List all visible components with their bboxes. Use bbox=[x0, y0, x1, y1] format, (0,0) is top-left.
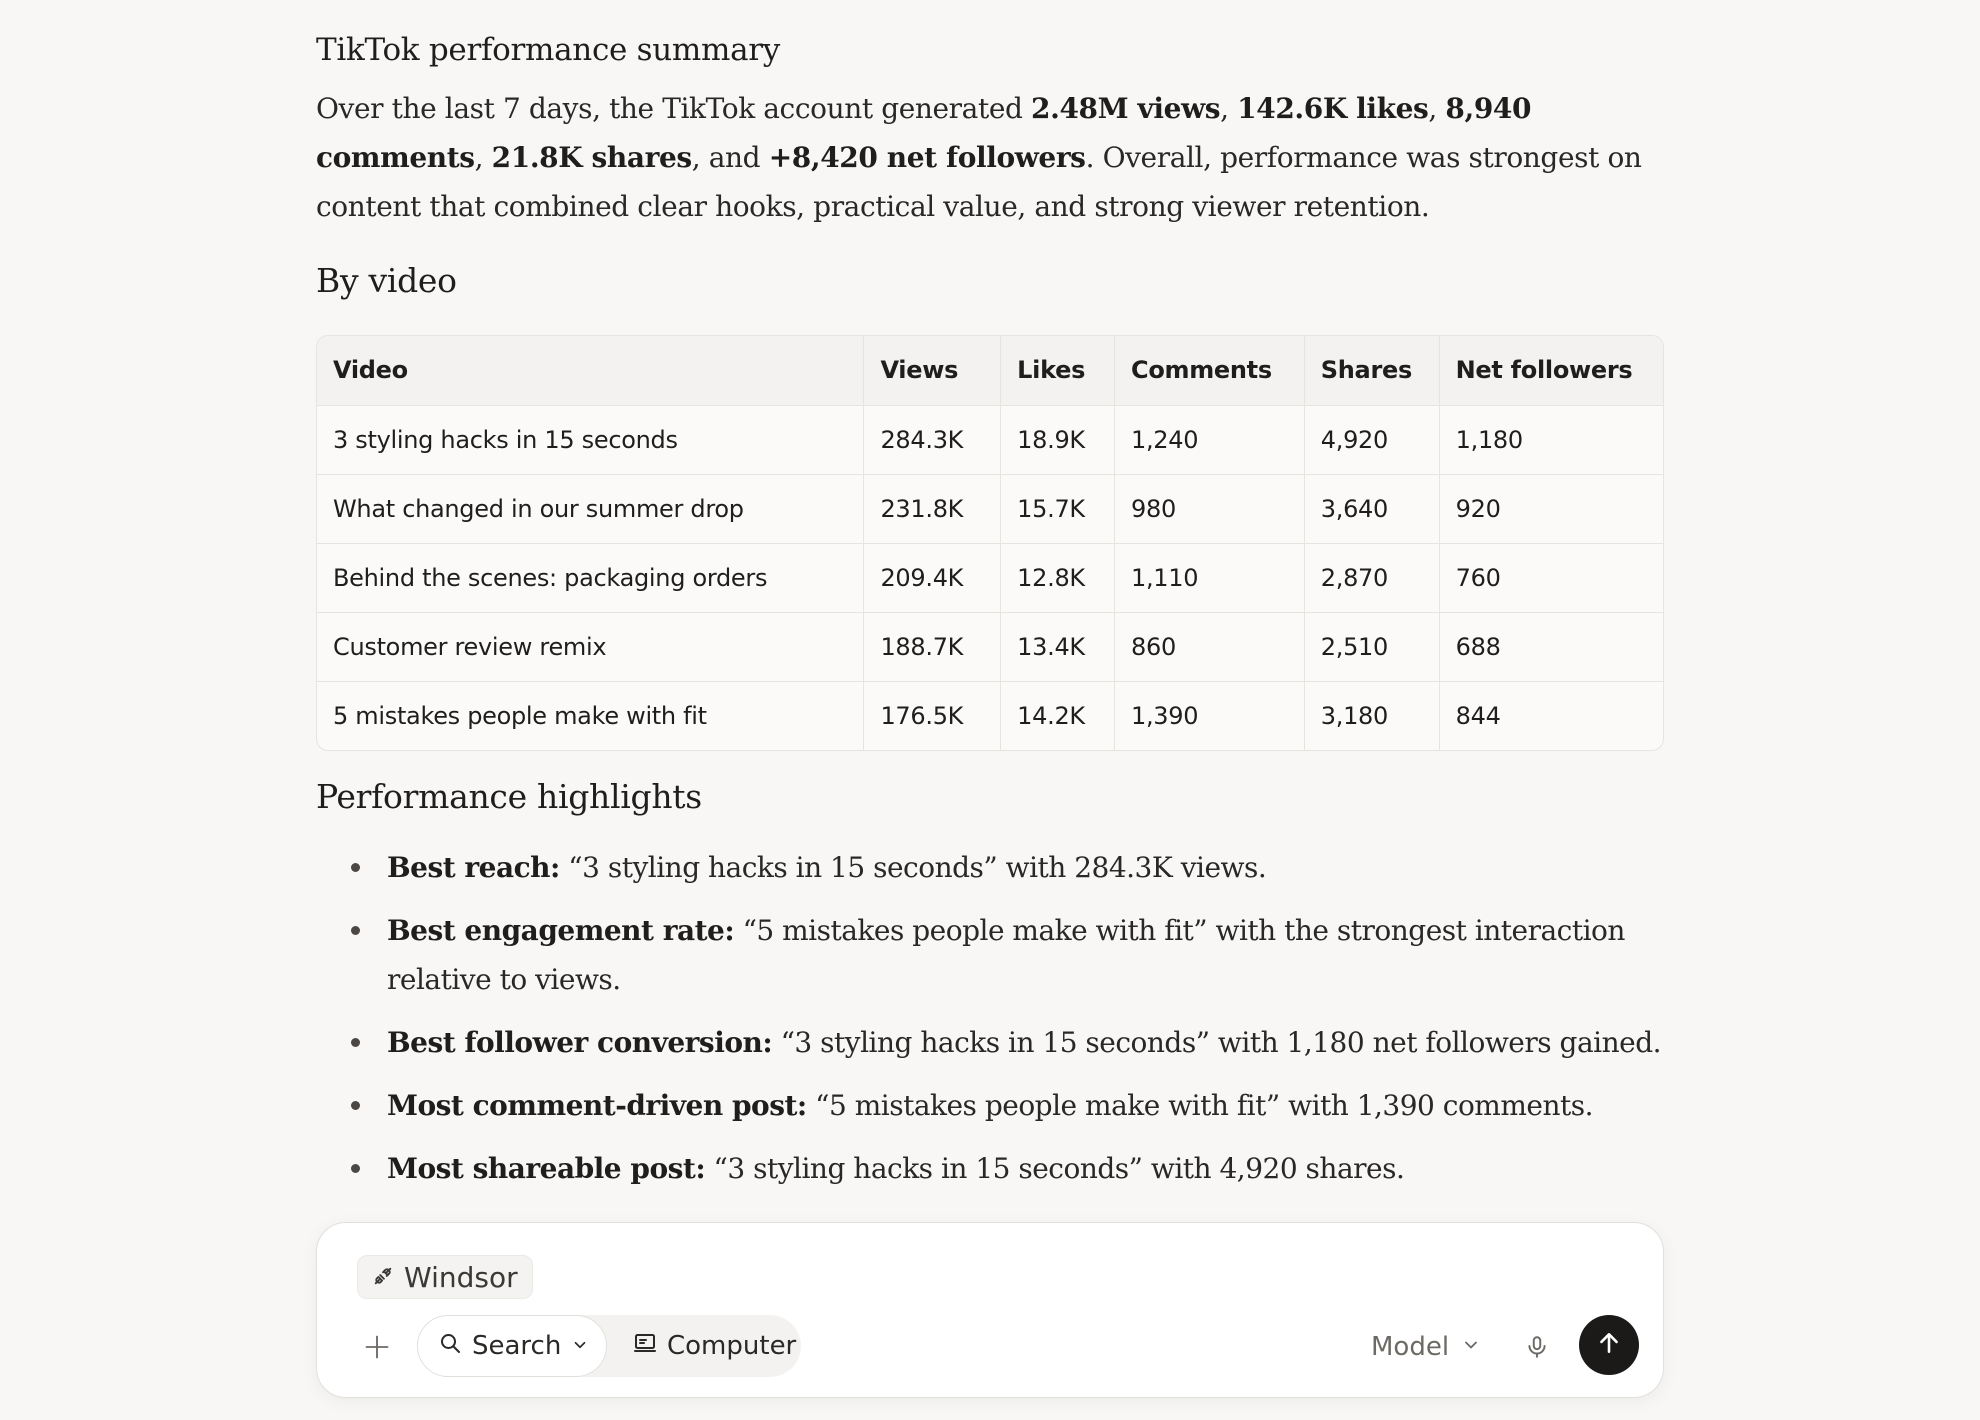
cell-comments: 1,390 bbox=[1115, 681, 1305, 750]
highlight-text: “3 styling hacks in 15 seconds” with 1,180 net followers gained. bbox=[772, 1026, 1662, 1059]
summary-shares: 21.8K shares bbox=[491, 141, 692, 174]
cell-shares: 3,640 bbox=[1304, 474, 1439, 543]
chat-response bbox=[316, 26, 1666, 1207]
cell-video: 3 styling hacks in 15 seconds bbox=[317, 405, 864, 474]
plus-icon bbox=[363, 1333, 391, 1365]
cell-likes: 15.7K bbox=[1001, 474, 1115, 543]
cell-likes: 12.8K bbox=[1001, 543, 1115, 612]
highlight-label: Best engagement rate: bbox=[387, 914, 735, 947]
summary-comments: 8,940 comments bbox=[316, 92, 1532, 174]
column-header-net-followers: Net followers bbox=[1439, 336, 1663, 405]
cell-shares: 2,870 bbox=[1304, 543, 1439, 612]
connector-chip-label: Windsor bbox=[404, 1260, 518, 1294]
summary-text-intro: Over the last 7 days, the TikTok account generated bbox=[316, 92, 1032, 125]
table-row bbox=[317, 681, 1663, 750]
highlight-text: “5 mistakes people make with fit” with the strongest interaction relative to views. bbox=[387, 914, 1625, 996]
monitor-icon bbox=[633, 1331, 657, 1362]
summary-separator: , bbox=[1220, 92, 1238, 125]
cell-comments: 860 bbox=[1115, 612, 1305, 681]
summary-views: 2.48M views bbox=[1031, 92, 1221, 125]
list-item bbox=[316, 843, 1666, 892]
cell-likes: 13.4K bbox=[1001, 612, 1115, 681]
send-button[interactable] bbox=[1579, 1315, 1639, 1375]
column-header-likes: Likes bbox=[1001, 336, 1115, 405]
search-icon bbox=[438, 1331, 462, 1362]
cell-video: Behind the scenes: packaging orders bbox=[317, 543, 864, 612]
table-header-row bbox=[317, 336, 1663, 405]
cell-video: What changed in our summer drop bbox=[317, 474, 864, 543]
cell-views: 176.5K bbox=[864, 681, 1001, 750]
by-video-heading: By video bbox=[316, 261, 457, 300]
tool-toggle-group bbox=[417, 1315, 801, 1377]
connector-chip-windsor[interactable] bbox=[357, 1255, 533, 1299]
highlight-label: Best reach: bbox=[387, 851, 560, 884]
search-toggle-label: Search bbox=[472, 1331, 562, 1361]
list-item bbox=[316, 1018, 1666, 1067]
computer-toggle-label: Computer bbox=[667, 1331, 797, 1361]
highlight-label: Most comment-driven post: bbox=[387, 1089, 807, 1122]
video-table bbox=[316, 335, 1664, 751]
cell-net-followers: 920 bbox=[1439, 474, 1663, 543]
summary-separator: , bbox=[474, 141, 492, 174]
list-item bbox=[316, 906, 1666, 1004]
cell-shares: 4,920 bbox=[1304, 405, 1439, 474]
column-header-video: Video bbox=[317, 336, 864, 405]
cell-video: 5 mistakes people make with fit bbox=[317, 681, 864, 750]
table-row bbox=[317, 543, 1663, 612]
summary-paragraph bbox=[316, 84, 1666, 231]
highlight-label: Most shareable post: bbox=[387, 1152, 706, 1185]
column-header-views: Views bbox=[864, 336, 1001, 405]
summary-separator: , bbox=[1428, 92, 1446, 125]
computer-toggle-button[interactable] bbox=[613, 1315, 797, 1377]
list-item bbox=[316, 1144, 1666, 1193]
highlights-heading: Performance highlights bbox=[316, 777, 702, 816]
cell-net-followers: 760 bbox=[1439, 543, 1663, 612]
cell-video: Customer review remix bbox=[317, 612, 864, 681]
chevron-down-icon[interactable] bbox=[571, 1331, 589, 1361]
column-header-shares: Shares bbox=[1304, 336, 1439, 405]
cell-views: 188.7K bbox=[864, 612, 1001, 681]
summary-text-conclusion: . Overall, performance was strongest on content that combined clear hooks, practical value, and strong viewer retention. bbox=[316, 141, 1642, 223]
cell-net-followers: 1,180 bbox=[1439, 405, 1663, 474]
plug-icon bbox=[372, 1261, 394, 1294]
cell-views: 284.3K bbox=[864, 405, 1001, 474]
summary-heading: TikTok performance summary bbox=[316, 32, 780, 68]
list-item bbox=[316, 1081, 1666, 1130]
message-composer[interactable] bbox=[316, 1222, 1664, 1398]
add-attachment-button[interactable] bbox=[355, 1327, 399, 1371]
table-row bbox=[317, 474, 1663, 543]
cell-net-followers: 688 bbox=[1439, 612, 1663, 681]
cell-likes: 18.9K bbox=[1001, 405, 1115, 474]
cell-views: 209.4K bbox=[864, 543, 1001, 612]
cell-views: 231.8K bbox=[864, 474, 1001, 543]
cell-comments: 1,240 bbox=[1115, 405, 1305, 474]
arrow-up-icon bbox=[1596, 1330, 1622, 1360]
column-header-comments: Comments bbox=[1115, 336, 1305, 405]
voice-input-button[interactable] bbox=[1517, 1327, 1557, 1371]
cell-comments: 980 bbox=[1115, 474, 1305, 543]
cell-shares: 2,510 bbox=[1304, 612, 1439, 681]
summary-separator: , and bbox=[691, 141, 769, 174]
table-row bbox=[317, 612, 1663, 681]
highlight-text: “5 mistakes people make with fit” with 1,390 comments. bbox=[806, 1089, 1594, 1122]
highlight-text: “3 styling hacks in 15 seconds” with 284.3K views. bbox=[559, 851, 1267, 884]
cell-likes: 14.2K bbox=[1001, 681, 1115, 750]
summary-followers: +8,420 net followers bbox=[768, 141, 1086, 174]
highlight-label: Best follower conversion: bbox=[387, 1026, 773, 1059]
model-selector-label: Model bbox=[1371, 1332, 1450, 1362]
highlight-text: “3 styling hacks in 15 seconds” with 4,920 shares. bbox=[705, 1152, 1405, 1185]
summary-likes: 142.6K likes bbox=[1237, 92, 1429, 125]
search-toggle-button[interactable] bbox=[417, 1315, 607, 1377]
cell-net-followers: 844 bbox=[1455, 701, 1501, 730]
highlights-list bbox=[316, 843, 1666, 1193]
cell-comments: 1,110 bbox=[1115, 543, 1305, 612]
microphone-icon bbox=[1524, 1332, 1550, 1366]
table-row bbox=[317, 405, 1663, 474]
cell-shares: 3,180 bbox=[1304, 681, 1439, 750]
chevron-down-icon bbox=[1461, 1332, 1481, 1362]
model-selector[interactable] bbox=[1371, 1319, 1481, 1375]
